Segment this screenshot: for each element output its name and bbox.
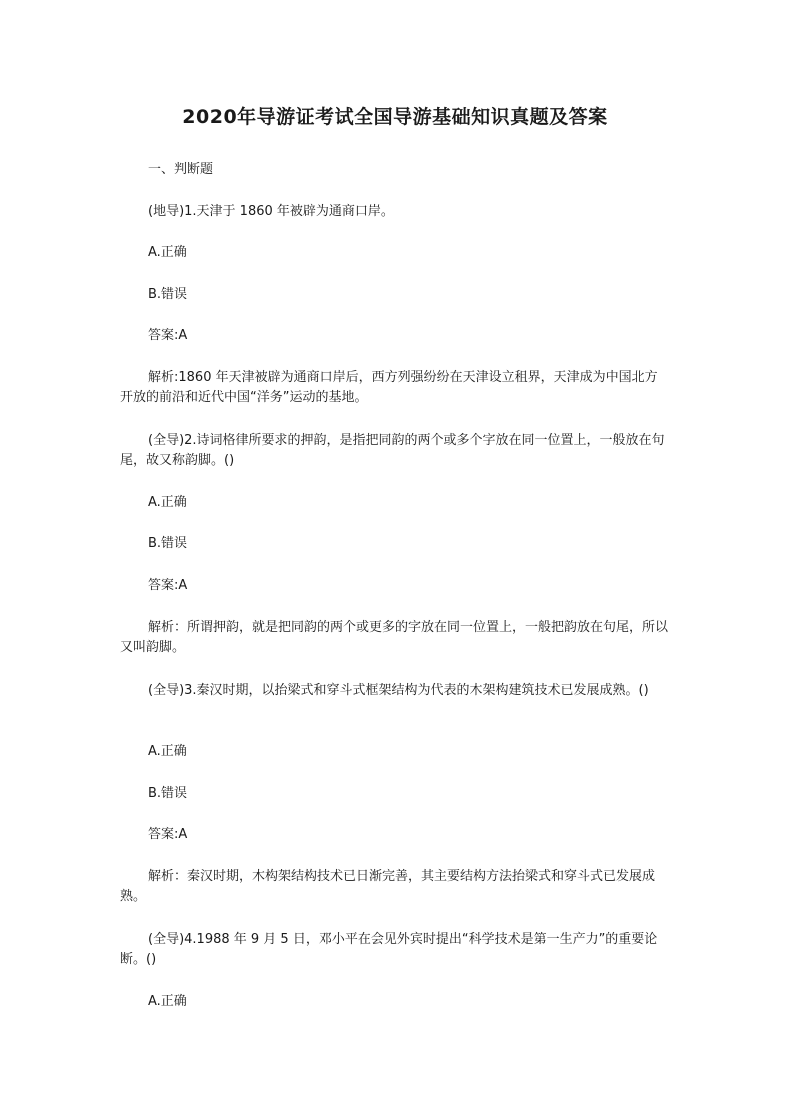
question-3-text: (全导)3.秦汉时期，以抬梁式和穿斗式框架结构为代表的木架构建筑技术已发展成熟。() <box>148 683 649 698</box>
question-2-option-b: B.错误 <box>148 536 188 551</box>
question-1-option-a: A.正确 <box>148 245 187 260</box>
question-3-option-a: A.正确 <box>148 744 187 759</box>
question-1-option-b: B.错误 <box>148 287 188 302</box>
question-4-option-a: A.正确 <box>148 994 187 1009</box>
question-3-answer: 答案:A <box>148 827 188 842</box>
question-3-analysis: 解析：秦汉时期，木构架结构技术已日渐完善，其主要结构方法抬梁式和穿斗式已发展成熟。 <box>120 869 656 904</box>
question-2-answer: 答案:A <box>148 578 188 593</box>
question-2-option-a: A.正确 <box>148 495 187 510</box>
document-title: 2020年导游证考试全国导游基础知识真题及答案 <box>182 106 608 128</box>
question-1-text: (地导)1.天津于 1860 年被辟为通商口岸。 <box>148 204 394 219</box>
question-3-option-b: B.错误 <box>148 786 188 801</box>
question-2-text: (全导)2.诗词格律所要求的押韵，是指把同韵的两个或多个字放在同一位置上，一般放在句尾，故又称韵脚。() <box>120 433 665 468</box>
question-4-text: (全导)4.1988 年 9 月 5 日，邓小平在会见外宾时提出“科学技术是第一生产力”的重要论断。() <box>120 932 658 967</box>
section-heading: 一、判断题 <box>148 162 214 177</box>
question-1-answer: 答案:A <box>148 328 188 343</box>
question-2-analysis: 解析：所谓押韵，就是把同韵的两个或更多的字放在同一位置上，一般把韵放在句尾，所以又叫韵脚。 <box>120 620 669 655</box>
question-1-analysis: 解析:1860 年天津被辟为通商口岸后，西方列强纷纷在天津设立租界，天津成为中国北方开放的前沿和近代中国“洋务”运动的基地。 <box>120 370 658 405</box>
